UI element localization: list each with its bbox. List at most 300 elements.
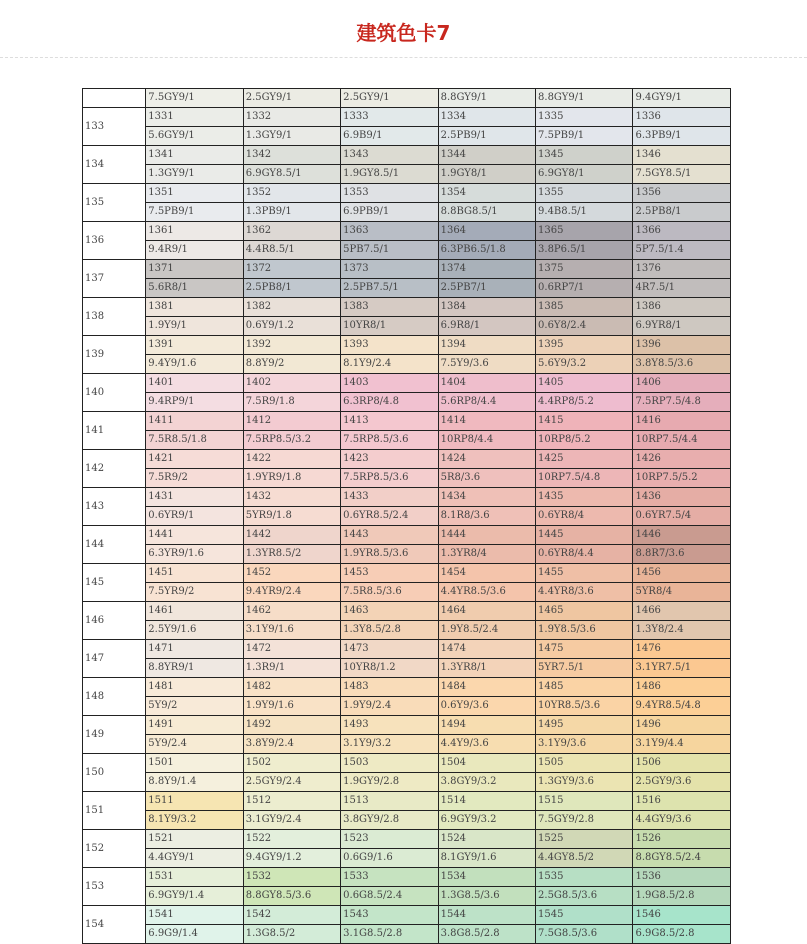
table-row (83, 906, 731, 925)
color-swatch-notation: 7.5GY9/2.8 (536, 811, 633, 830)
color-swatch-code: 1495 (536, 716, 633, 735)
color-swatch-notation: 1.3G8.5/2 (243, 925, 340, 944)
color-swatch-code: 1354 (438, 184, 535, 203)
color-swatch-notation: 4.4GY8.5/2 (536, 849, 633, 868)
row-label: 143 (83, 488, 146, 526)
color-swatch-code: 1402 (243, 374, 340, 393)
color-swatch-code: 1416 (633, 412, 731, 431)
table-row (83, 602, 731, 621)
color-swatch-notation: 5YR9/1.8 (243, 507, 340, 526)
color-swatch-notation: 3.1Y9/3.6 (536, 735, 633, 754)
color-swatch-code: 1543 (341, 906, 438, 925)
color-swatch-notation: 1.3Y8.5/2.8 (341, 621, 438, 640)
color-swatch-notation: 5Y9/2.4 (146, 735, 243, 754)
color-swatch-code: 1515 (536, 792, 633, 811)
color-swatch-code: 1401 (146, 374, 243, 393)
color-swatch-code: 1426 (633, 450, 731, 469)
color-swatch-notation: 2.5GY9/1 (243, 89, 340, 108)
color-chart-table (82, 88, 731, 944)
row-label: 148 (83, 678, 146, 716)
color-swatch-code: 1392 (243, 336, 340, 355)
row-label: 138 (83, 298, 146, 336)
color-swatch-notation: 9.4B8.5/1 (536, 203, 633, 222)
color-swatch-code: 1494 (438, 716, 535, 735)
color-swatch-code: 1486 (633, 678, 731, 697)
color-swatch-code: 1472 (243, 640, 340, 659)
color-swatch-code: 1353 (341, 184, 438, 203)
row-label: 136 (83, 222, 146, 260)
color-swatch-notation: 5Y9/2 (146, 697, 243, 716)
table-row (83, 469, 731, 488)
row-label: 146 (83, 602, 146, 640)
color-swatch-code: 1423 (341, 450, 438, 469)
color-swatch-notation: 0.6G8.5/2.4 (341, 887, 438, 906)
color-swatch-notation: 6.9GY9/3.2 (438, 811, 535, 830)
color-swatch-code: 1481 (146, 678, 243, 697)
color-swatch-code: 1452 (243, 564, 340, 583)
color-swatch-notation: 9.4YR8.5/4.8 (633, 697, 731, 716)
color-swatch-notation: 3.8Y8.5/3.6 (633, 355, 731, 374)
color-swatch-code: 1335 (536, 108, 633, 127)
row-label: 147 (83, 640, 146, 678)
color-swatch-code: 1456 (633, 564, 731, 583)
color-swatch-notation: 9.4Y9/1.6 (146, 355, 243, 374)
color-swatch-code: 1443 (341, 526, 438, 545)
color-swatch-code: 1364 (438, 222, 535, 241)
color-swatch-notation: 1.9Y9/2.4 (341, 697, 438, 716)
table-row (83, 393, 731, 412)
color-swatch-notation: 0.6RP7/1 (536, 279, 633, 298)
color-swatch-code: 1384 (438, 298, 535, 317)
color-swatch-code: 1466 (633, 602, 731, 621)
color-swatch-notation: 6.3RP8/4.8 (341, 393, 438, 412)
color-swatch-code: 1344 (438, 146, 535, 165)
color-swatch-notation: 3.8P6.5/1 (536, 241, 633, 260)
color-swatch-code: 1453 (341, 564, 438, 583)
color-swatch-notation: 1.3Y8/2.4 (633, 621, 731, 640)
color-swatch-notation: 1.9Y8.5/3.6 (536, 621, 633, 640)
color-swatch-code: 1504 (438, 754, 535, 773)
color-swatch-notation: 2.5G8.5/3.6 (536, 887, 633, 906)
color-swatch-notation: 10RP7.5/4.4 (633, 431, 731, 450)
title-divider (0, 57, 807, 58)
table-row (83, 564, 731, 583)
color-swatch-notation: 1.3YR8.5/2 (243, 545, 340, 564)
color-swatch-notation: 0.6Y9/1.2 (243, 317, 340, 336)
color-swatch-notation: 8.1R8/3.6 (438, 507, 535, 526)
color-swatch-code: 1493 (341, 716, 438, 735)
color-swatch-code: 1332 (243, 108, 340, 127)
color-swatch-notation: 1.3GY9/1 (146, 165, 243, 184)
table-row (83, 89, 731, 108)
color-swatch-code: 1541 (146, 906, 243, 925)
table-row (83, 849, 731, 868)
color-swatch-notation: 3.8GY9/2.8 (341, 811, 438, 830)
color-swatch-notation: 6.9PB9/1 (341, 203, 438, 222)
color-swatch-notation: 8.8R7/3.6 (633, 545, 731, 564)
color-swatch-notation: 4.4GY9/3.6 (633, 811, 731, 830)
table-row (83, 697, 731, 716)
color-swatch-code: 1531 (146, 868, 243, 887)
color-swatch-notation: 7.5R8.5/1.8 (146, 431, 243, 450)
color-swatch-notation: 6.9YR8/1 (633, 317, 731, 336)
color-swatch-notation: 2.5PB8/1 (243, 279, 340, 298)
color-swatch-code: 1396 (633, 336, 731, 355)
table-row (83, 545, 731, 564)
color-swatch-code: 1441 (146, 526, 243, 545)
color-swatch-notation: 2.5PB7/1 (438, 279, 535, 298)
color-swatch-notation: 4R7.5/1 (633, 279, 731, 298)
color-swatch-code: 1444 (438, 526, 535, 545)
color-swatch-code: 1446 (633, 526, 731, 545)
color-swatch-code: 1525 (536, 830, 633, 849)
row-label: 137 (83, 260, 146, 298)
color-swatch-code: 1372 (243, 260, 340, 279)
row-label-empty (83, 89, 146, 108)
color-swatch-notation: 10RP8/4.4 (438, 431, 535, 450)
table-row (83, 925, 731, 944)
color-swatch-notation: 2.5PB9/1 (438, 127, 535, 146)
page-title: 建筑色卡7 (356, 21, 451, 45)
color-swatch-code: 1383 (341, 298, 438, 317)
table-row (83, 640, 731, 659)
color-swatch-code: 1445 (536, 526, 633, 545)
color-swatch-notation: 0.6YR8.5/2.4 (341, 507, 438, 526)
color-swatch-code: 1356 (633, 184, 731, 203)
color-swatch-code: 1545 (536, 906, 633, 925)
color-swatch-notation: 9.4R9/1 (146, 241, 243, 260)
color-swatch-notation: 7.5GY9/1 (146, 89, 243, 108)
color-swatch-notation: 0.6G9/1.6 (341, 849, 438, 868)
table-row (83, 830, 731, 849)
color-swatch-code: 1382 (243, 298, 340, 317)
color-swatch-notation: 10RP7.5/5.2 (633, 469, 731, 488)
color-swatch-notation: 1.3G8.5/3.6 (438, 887, 535, 906)
color-swatch-code: 1413 (341, 412, 438, 431)
color-swatch-code: 1532 (243, 868, 340, 887)
table-row (83, 887, 731, 906)
color-swatch-notation: 7.5R9/2 (146, 469, 243, 488)
table-row (83, 488, 731, 507)
color-swatch-notation: 1.9GY8.5/1 (341, 165, 438, 184)
color-swatch-code: 1393 (341, 336, 438, 355)
color-swatch-code: 1394 (438, 336, 535, 355)
color-swatch-notation: 7.5R8.5/3.6 (341, 583, 438, 602)
color-swatch-code: 1421 (146, 450, 243, 469)
color-swatch-notation: 3.8GY9/3.2 (438, 773, 535, 792)
color-swatch-notation: 6.9G8.5/2.8 (633, 925, 731, 944)
color-swatch-code: 1475 (536, 640, 633, 659)
color-swatch-code: 1371 (146, 260, 243, 279)
color-swatch-code: 1526 (633, 830, 731, 849)
table-row (83, 108, 731, 127)
color-swatch-notation: 4.4R8.5/1 (243, 241, 340, 260)
color-swatch-code: 1336 (633, 108, 731, 127)
color-swatch-code: 1514 (438, 792, 535, 811)
color-swatch-notation: 8.8GY9/1 (438, 89, 535, 108)
color-swatch-notation: 6.3PB9/1 (633, 127, 731, 146)
color-swatch-code: 1492 (243, 716, 340, 735)
color-swatch-code: 1381 (146, 298, 243, 317)
table-row (83, 317, 731, 336)
color-swatch-code: 1331 (146, 108, 243, 127)
color-swatch-code: 1485 (536, 678, 633, 697)
color-swatch-code: 1465 (536, 602, 633, 621)
row-label: 153 (83, 868, 146, 906)
row-label: 133 (83, 108, 146, 146)
color-swatch-code: 1496 (633, 716, 731, 735)
color-swatch-notation: 6.9G9/1.4 (146, 925, 243, 944)
color-swatch-notation: 5PB7.5/1 (341, 241, 438, 260)
color-swatch-notation: 1.9YR8.5/3.6 (341, 545, 438, 564)
color-swatch-notation: 10RP8/5.2 (536, 431, 633, 450)
color-swatch-notation: 1.3GY9/3.6 (536, 773, 633, 792)
color-swatch-notation: 5R8/3.6 (438, 469, 535, 488)
color-swatch-notation: 7.5PB9/1 (536, 127, 633, 146)
color-swatch-notation: 9.4YR9/2.4 (243, 583, 340, 602)
color-swatch-notation: 5.6Y9/3.2 (536, 355, 633, 374)
color-swatch-code: 1505 (536, 754, 633, 773)
table-row (83, 279, 731, 298)
color-swatch-code: 1342 (243, 146, 340, 165)
color-swatch-code: 1432 (243, 488, 340, 507)
color-swatch-code: 1345 (536, 146, 633, 165)
color-swatch-notation: 7.5RP8.5/3.6 (341, 431, 438, 450)
color-swatch-code: 1502 (243, 754, 340, 773)
color-swatch-notation: 8.8GY8.5/3.6 (243, 887, 340, 906)
color-swatch-code: 1491 (146, 716, 243, 735)
color-swatch-code: 1461 (146, 602, 243, 621)
color-swatch-code: 1351 (146, 184, 243, 203)
table-row (83, 431, 731, 450)
color-swatch-notation: 10YR8.5/3.6 (536, 697, 633, 716)
table-row (83, 165, 731, 184)
color-swatch-code: 1506 (633, 754, 731, 773)
table-row (83, 754, 731, 773)
color-swatch-code: 1412 (243, 412, 340, 431)
color-swatch-notation: 5.6GY9/1 (146, 127, 243, 146)
table-row (83, 735, 731, 754)
color-swatch-notation: 1.9GY9/2.8 (341, 773, 438, 792)
color-swatch-notation: 6.9R8/1 (438, 317, 535, 336)
color-swatch-code: 1451 (146, 564, 243, 583)
color-swatch-code: 1442 (243, 526, 340, 545)
table-row (83, 127, 731, 146)
color-swatch-notation: 8.8GY8.5/2.4 (633, 849, 731, 868)
color-swatch-code: 1343 (341, 146, 438, 165)
color-swatch-code: 1455 (536, 564, 633, 583)
color-swatch-notation: 5.6RP8/4.4 (438, 393, 535, 412)
color-swatch-notation: 8.1Y9/3.2 (146, 811, 243, 830)
color-swatch-code: 1503 (341, 754, 438, 773)
color-swatch-notation: 9.4GY9/1.2 (243, 849, 340, 868)
table-row (83, 260, 731, 279)
color-swatch-code: 1476 (633, 640, 731, 659)
color-swatch-notation: 2.5GY9/1 (341, 89, 438, 108)
color-swatch-notation: 5YR8/4 (633, 583, 731, 602)
color-swatch-code: 1473 (341, 640, 438, 659)
table-row (83, 203, 731, 222)
table-row (83, 773, 731, 792)
color-swatch-code: 1471 (146, 640, 243, 659)
color-swatch-notation: 1.9GY8/1 (438, 165, 535, 184)
table-row (83, 659, 731, 678)
color-swatch-code: 1516 (633, 792, 731, 811)
color-swatch-code: 1534 (438, 868, 535, 887)
color-swatch-notation: 8.1Y9/2.4 (341, 355, 438, 374)
row-label: 151 (83, 792, 146, 830)
table-row (83, 146, 731, 165)
color-swatch-notation: 6.9B9/1 (341, 127, 438, 146)
color-swatch-notation: 0.6Y8/2.4 (536, 317, 633, 336)
row-label: 149 (83, 716, 146, 754)
color-swatch-code: 1535 (536, 868, 633, 887)
row-label: 139 (83, 336, 146, 374)
color-swatch-notation: 1.3YR8/4 (438, 545, 535, 564)
row-label: 144 (83, 526, 146, 564)
color-swatch-code: 1524 (438, 830, 535, 849)
color-swatch-notation: 4.4GY9/1 (146, 849, 243, 868)
color-swatch-notation: 6.9GY8/1 (536, 165, 633, 184)
color-swatch-code: 1376 (633, 260, 731, 279)
table-row (83, 298, 731, 317)
color-swatch-code: 1454 (438, 564, 535, 583)
color-swatch-code: 1546 (633, 906, 731, 925)
color-swatch-code: 1425 (536, 450, 633, 469)
color-swatch-notation: 2.5GY9/3.6 (633, 773, 731, 792)
color-swatch-notation: 1.9YR9/1.8 (243, 469, 340, 488)
color-swatch-code: 1536 (633, 868, 731, 887)
color-swatch-notation: 3.8G8.5/2.8 (438, 925, 535, 944)
color-swatch-notation: 2.5PB7.5/1 (341, 279, 438, 298)
color-swatch-code: 1411 (146, 412, 243, 431)
color-swatch-code: 1533 (341, 868, 438, 887)
row-label: 152 (83, 830, 146, 868)
color-swatch-code: 1415 (536, 412, 633, 431)
color-swatch-code: 1334 (438, 108, 535, 127)
color-swatch-notation: 6.9GY8.5/1 (243, 165, 340, 184)
table-row (83, 868, 731, 887)
color-swatch-code: 1365 (536, 222, 633, 241)
color-swatch-notation: 8.8Y9/1.4 (146, 773, 243, 792)
color-swatch-notation: 10RP7.5/4.8 (536, 469, 633, 488)
color-swatch-code: 1542 (243, 906, 340, 925)
color-swatch-notation: 2.5GY9/2.4 (243, 773, 340, 792)
color-swatch-code: 1483 (341, 678, 438, 697)
color-swatch-code: 1436 (633, 488, 731, 507)
color-swatch-code: 1374 (438, 260, 535, 279)
color-swatch-notation: 7.5G8.5/3.6 (536, 925, 633, 944)
color-swatch-code: 1484 (438, 678, 535, 697)
color-swatch-notation: 1.9Y9/1 (146, 317, 243, 336)
color-swatch-code: 1405 (536, 374, 633, 393)
color-swatch-code: 1341 (146, 146, 243, 165)
row-label: 134 (83, 146, 146, 184)
color-swatch-code: 1433 (341, 488, 438, 507)
table-row (83, 811, 731, 830)
color-swatch-code: 1363 (341, 222, 438, 241)
color-swatch-code: 1511 (146, 792, 243, 811)
color-swatch-code: 1355 (536, 184, 633, 203)
color-swatch-code: 1422 (243, 450, 340, 469)
color-swatch-notation: 8.8Y9/2 (243, 355, 340, 374)
color-swatch-code: 1544 (438, 906, 535, 925)
color-swatch-code: 1395 (536, 336, 633, 355)
color-swatch-notation: 2.5PB8/1 (633, 203, 731, 222)
color-swatch-code: 1352 (243, 184, 340, 203)
color-swatch-notation: 9.4RP9/1 (146, 393, 243, 412)
color-swatch-notation: 5P7.5/1.4 (633, 241, 731, 260)
color-swatch-notation: 8.1GY9/1.6 (438, 849, 535, 868)
color-swatch-notation: 4.4YR8.5/3.6 (438, 583, 535, 602)
color-swatch-notation: 7.5R9/1.8 (243, 393, 340, 412)
color-swatch-code: 1434 (438, 488, 535, 507)
color-swatch-code: 1404 (438, 374, 535, 393)
table-row (83, 184, 731, 203)
color-swatch-notation: 4.4RP8/5.2 (536, 393, 633, 412)
color-swatch-notation: 6.3PB6.5/1.8 (438, 241, 535, 260)
color-swatch-code: 1346 (633, 146, 731, 165)
table-row (83, 716, 731, 735)
color-swatch-code: 1362 (243, 222, 340, 241)
color-swatch-notation: 1.3R9/1 (243, 659, 340, 678)
color-swatch-code: 1521 (146, 830, 243, 849)
color-swatch-notation: 3.1Y9/1.6 (243, 621, 340, 640)
color-swatch-notation: 0.6YR7.5/4 (633, 507, 731, 526)
color-swatch-notation: 0.6YR8/4 (536, 507, 633, 526)
table-row (83, 222, 731, 241)
color-swatch-notation: 1.3PB9/1 (243, 203, 340, 222)
color-swatch-code: 1431 (146, 488, 243, 507)
color-swatch-notation: 7.5YR9/2 (146, 583, 243, 602)
table-row (83, 621, 731, 640)
table-row (83, 336, 731, 355)
color-swatch-notation: 7.5Y9/3.6 (438, 355, 535, 374)
row-label: 154 (83, 906, 146, 944)
color-swatch-code: 1386 (633, 298, 731, 317)
color-swatch-code: 1373 (341, 260, 438, 279)
color-swatch-code: 1513 (341, 792, 438, 811)
color-swatch-notation: 0.6YR9/1 (146, 507, 243, 526)
color-swatch-notation: 1.3GY9/1 (243, 127, 340, 146)
color-swatch-code: 1523 (341, 830, 438, 849)
color-swatch-code: 1474 (438, 640, 535, 659)
color-swatch-code: 1512 (243, 792, 340, 811)
color-swatch-code: 1361 (146, 222, 243, 241)
table-row (83, 526, 731, 545)
color-swatch-notation: 7.5PB9/1 (146, 203, 243, 222)
color-swatch-notation: 0.6Y9/3.6 (438, 697, 535, 716)
color-swatch-notation: 8.8GY9/1 (536, 89, 633, 108)
color-swatch-notation: 5YR7.5/1 (536, 659, 633, 678)
color-swatch-notation: 1.9Y9/1.6 (243, 697, 340, 716)
color-swatch-code: 1403 (341, 374, 438, 393)
row-label: 141 (83, 412, 146, 450)
color-swatch-code: 1391 (146, 336, 243, 355)
table-row (83, 583, 731, 602)
color-swatch-code: 1522 (243, 830, 340, 849)
color-swatch-code: 1406 (633, 374, 731, 393)
color-swatch-notation: 3.8Y9/2.4 (243, 735, 340, 754)
row-label: 142 (83, 450, 146, 488)
color-swatch-code: 1333 (341, 108, 438, 127)
color-swatch-code: 1482 (243, 678, 340, 697)
color-swatch-notation: 3.1GY9/2.4 (243, 811, 340, 830)
table-row (83, 412, 731, 431)
color-swatch-notation: 8.8YR9/1 (146, 659, 243, 678)
color-swatch-notation: 6.9GY9/1.4 (146, 887, 243, 906)
color-swatch-notation: 8.8BG8.5/1 (438, 203, 535, 222)
